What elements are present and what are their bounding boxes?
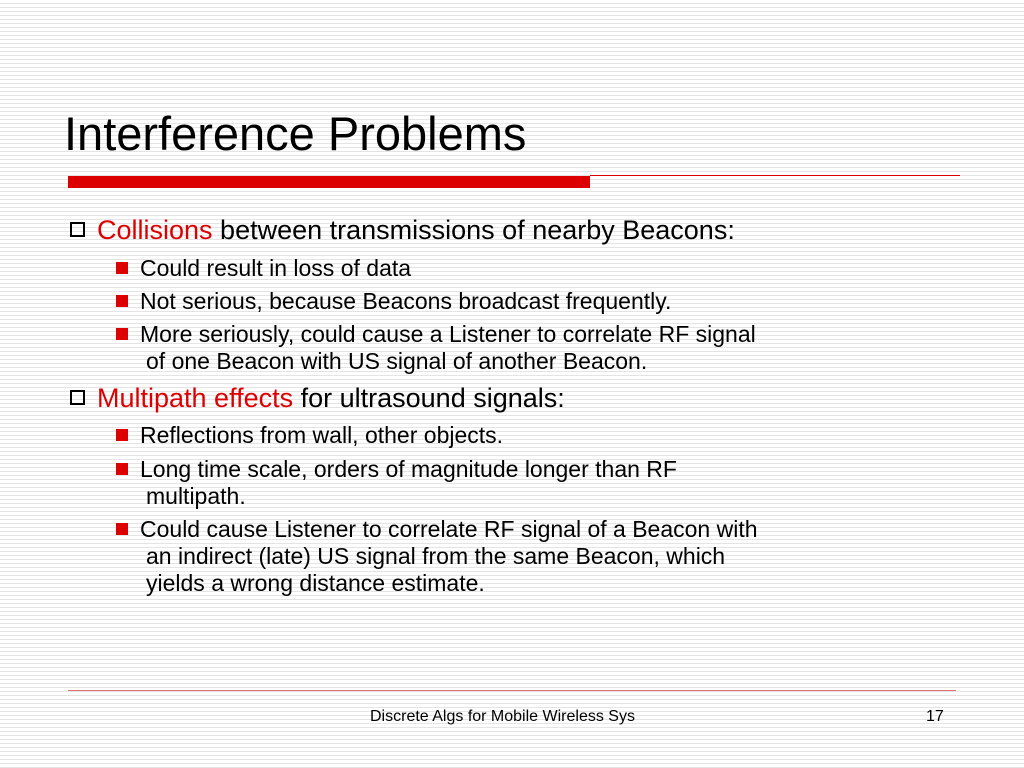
sub-bullet	[116, 254, 411, 283]
sub-bullet-text: Could cause Listener to correlate RF signal of a Beacon with	[140, 516, 758, 542]
page-number: 17	[926, 708, 944, 725]
filled-square-bullet-icon	[116, 523, 128, 535]
filled-square-bullet-icon	[116, 429, 128, 441]
bullet-collisions	[70, 214, 735, 246]
hollow-square-bullet-icon	[70, 390, 85, 405]
slide-title: Interference Problems	[64, 107, 527, 160]
sub-bullet-text: Not serious, because Beacons broadcast frequently.	[140, 288, 672, 314]
bullet-multipath	[70, 382, 565, 414]
filled-square-bullet-icon	[116, 463, 128, 475]
sub-bullet-text: Reflections from wall, other objects.	[140, 422, 504, 448]
sub-bullet-text: Could result in loss of data	[140, 255, 412, 281]
filled-square-bullet-icon	[116, 328, 128, 340]
sub-bullet-continuation: of one Beacon with US signal of another Beacon.	[146, 348, 648, 374]
sub-bullet	[116, 421, 503, 450]
bullet-text: for ultrasound signals:	[293, 383, 565, 413]
bullet-text: between transmissions of nearby Beacons:	[212, 215, 735, 245]
title-underline-thin	[590, 175, 960, 176]
bullet-highlight: Multipath effects	[97, 383, 294, 413]
sub-bullet-text: More seriously, could cause a Listener to correlate RF signal	[140, 321, 756, 347]
footer-text: Discrete Algs for Mobile Wireless Sys	[370, 708, 635, 725]
sub-bullet-continuation: multipath.	[146, 483, 246, 509]
sub-bullet-text: Long time scale, orders of magnitude longer than RF	[140, 456, 677, 482]
hollow-square-bullet-icon	[70, 222, 85, 237]
sub-bullet	[116, 287, 671, 316]
filled-square-bullet-icon	[116, 262, 128, 274]
sub-bullet	[116, 320, 756, 349]
sub-bullet-continuation: yields a wrong distance estimate.	[146, 570, 485, 596]
title-underline-thick	[68, 176, 590, 188]
sub-bullet	[116, 515, 758, 544]
sub-bullet	[116, 455, 677, 484]
bullet-highlight: Collisions	[97, 215, 213, 245]
filled-square-bullet-icon	[116, 295, 128, 307]
sub-bullet-continuation: an indirect (late) US signal from the same Beacon, which	[146, 543, 726, 569]
footer-divider	[68, 690, 956, 691]
